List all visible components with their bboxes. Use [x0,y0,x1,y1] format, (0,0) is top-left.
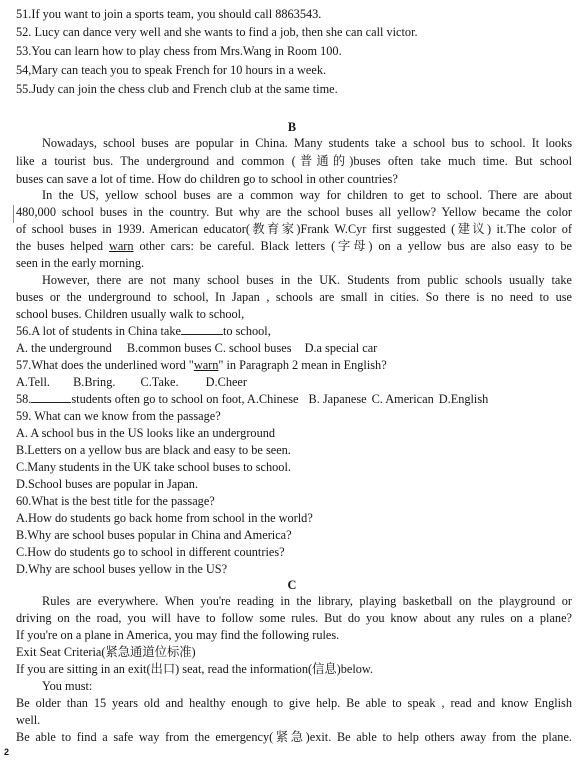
q57-option-a: A.Tell. [16,375,50,389]
statement-53: 53.You can learn how to play chess from Mrs.Wang in Room 100. [16,44,342,58]
q56-option-d: D.a special car [304,341,378,355]
passage-b-p3-line2: buses or the underground to school, In Japan , schools are small in cities. So there is no need to use [16,290,572,304]
statement-52: 52. Lucy can dance very well and she wants to find a job, then she can call victor. [16,25,418,39]
answer-blank [31,391,71,403]
statement-55: 55.Judy can join the chess club and French club at the same time. [16,82,338,96]
question-57 [16,357,572,374]
margin-mark [13,205,14,223]
passage-b-p2-line2: 480,000 school buses in the country. But why are the school buses all yellow? Yellow became the color [16,205,572,219]
q57-option-c: C.Take. [140,375,179,389]
passage-c-line6: You must: [42,679,93,693]
passage-c-line3: If you're on a plane in America, you may find the following rules. [16,628,340,642]
passage-b-p1-line3: buses can save a lot of time. How do children go to school in other countries? [16,172,398,186]
underlined-word-warn: warn [108,239,134,253]
section-b-heading: B [287,120,297,134]
q60-option-b: B.Why are school buses popular in China and America? [16,528,292,542]
q56-options [16,340,572,357]
q56-stem-end: to school, [222,324,271,338]
passage-c-line8: well. [16,713,41,727]
q57-underlined-word: warn [193,358,219,372]
q58-stem: 58. [16,392,32,406]
answer-blank [181,323,223,335]
q58-option-c: C. American [371,392,434,406]
question-56 [16,323,572,340]
q59-option-d: D.School buses are popular in Japan. [16,477,199,491]
q56-option-a: A. the underground [16,341,112,355]
passage-c-line9: Be able to find a safe way from the emergency(紧急)exit. Be able to help others away from the plane. [16,730,572,744]
q58-stem-end: students often go to school on foot, A.Chinese [71,392,299,406]
q60-option-c: C.How do students go to school in different countries? [16,545,285,559]
passage-b-p1-line1: Nowadays, school buses are popular in China. Many students take a school bus to school. It looks [42,136,572,150]
page-number: 2 [4,747,10,757]
q59-option-a: A. A school bus in the US looks like an underground [16,426,276,440]
question-58 [16,391,572,408]
passage-c-line2: driving on the road, you will have to follow some rules. But do you know about any rules on a plane? [16,611,572,625]
q58-option-b: B. Japanese [308,392,367,406]
p2-line4-pre: the buses helped [16,239,109,253]
passage-c-line1: Rules are everywhere. When you're reading in the library, playing basketball on the playground or [42,594,572,608]
passage-b-p2-line5: seen in the early morning. [16,256,145,270]
q59-option-c: C.Many students in the UK take school buses to school. [16,460,291,474]
passage-b-p3-line3: school buses. Children usually walk to school, [16,307,245,321]
question-59: 59. What can we know from the passage? [16,409,221,423]
statement-54: 54,Mary can teach you to speak French for 10 hours in a week. [16,63,327,77]
q56-option-b: B.common buses [126,341,212,355]
q56-stem: 56.A lot of students in China take [16,324,181,338]
q57-option-d: D.Cheer [205,375,247,389]
p2-line4-post: other cars: be careful. Black letters (字母) on a yellow bus are also easy to be [133,239,572,253]
passage-b-p3-line1: However, there are not many school buses in the UK. Students from public schools usually take [42,273,572,287]
q58-option-d: D.English [438,392,489,406]
q56-option-c: C. school buses [214,341,292,355]
q57-option-b: B.Bring. [73,375,116,389]
passage-b-p2-line3: of school buses in 1939. American educator(教育家)Frank W.Cyr first suggested (建议) it.The color of [16,222,572,236]
passage-c-line4: Exit Seat Criteria(紧急通道位标准) [16,645,196,659]
q57-stem: 57.What does the underlined word " [16,358,194,372]
q57-stem-end: " in Paragraph 2 mean in English? [218,358,387,372]
passage-c-line5: If you are sitting in an exit(出口) seat, read the information(信息)below. [16,662,374,676]
passage-b-p1-line2: like a tourist bus. The underground and common (普通的)buses often take much time. But school [16,154,572,168]
q59-option-b: B.Letters on a yellow bus are black and easy to be seen. [16,443,291,457]
question-60: 60.What is the best title for the passage? [16,494,215,508]
q57-options [16,374,572,391]
q60-option-a: A.How do students go back home from school in the world? [16,511,313,525]
passage-b-p2-line1: In the US, yellow school buses are a common way for children to get to school. There are about [42,188,572,202]
passage-b-p2-line4 [16,238,572,255]
statement-51: 51.If you want to join a sports team, you should call 8863543. [16,7,322,21]
q60-option-d: D.Why are school buses yellow in the US? [16,562,228,576]
passage-c-line7: Be older than 15 years old and healthy enough to give help. Be able to speak , read and know English [16,696,572,710]
section-c-heading: C [287,578,297,592]
